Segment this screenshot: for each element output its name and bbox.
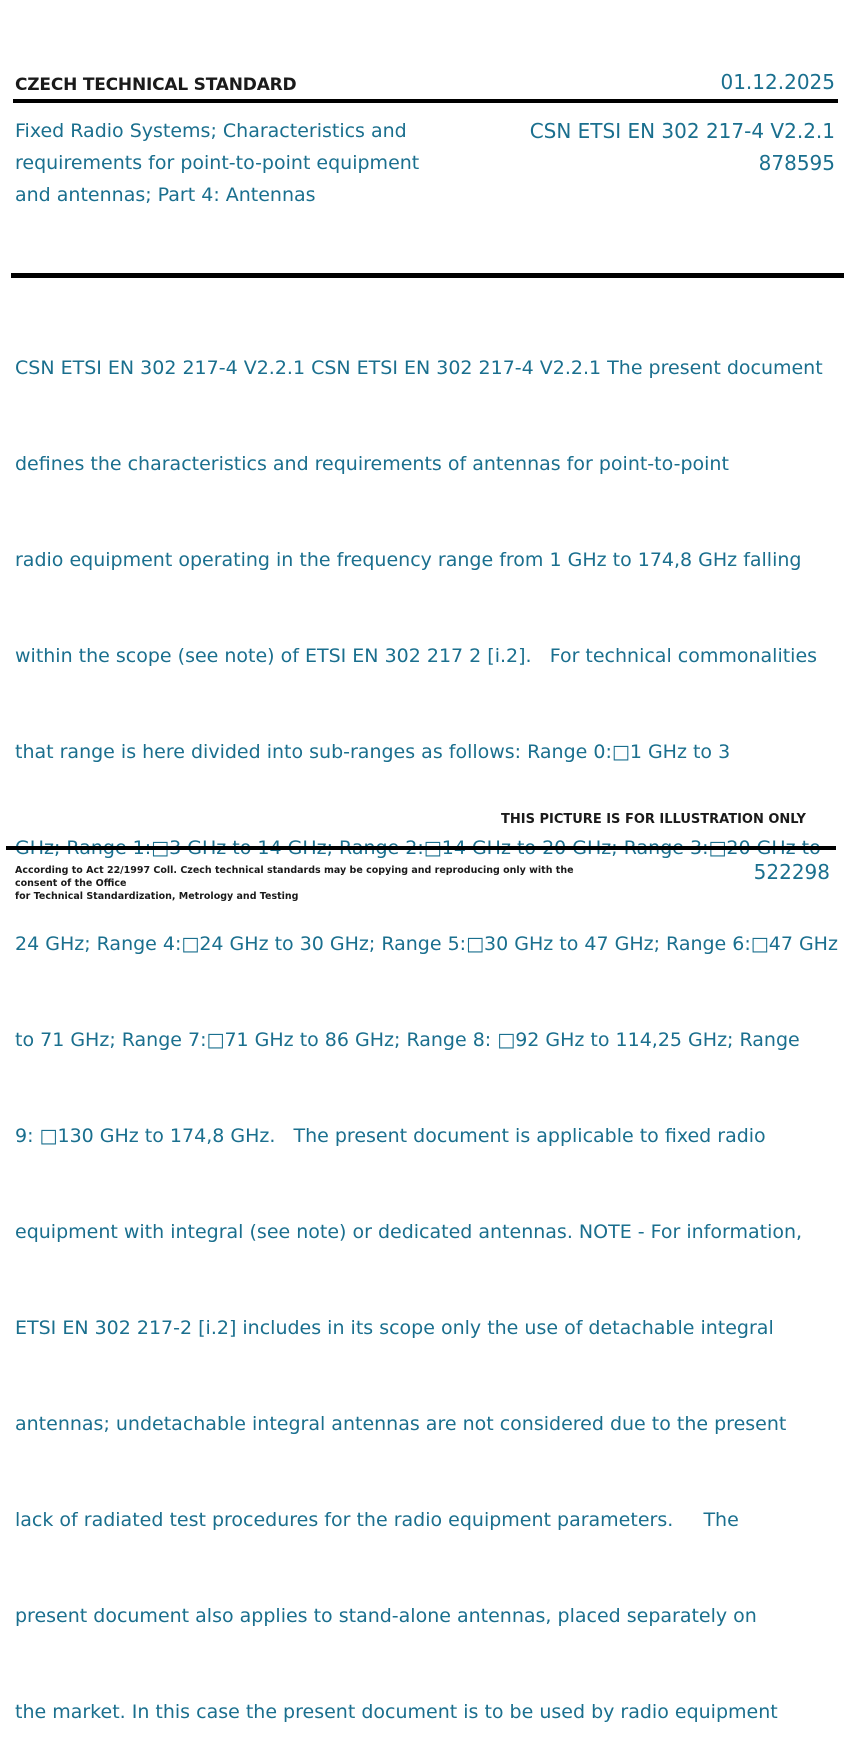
abstract-line: radio equipment operating in the frequency range from 1 GHz to 174,8 GHz falling <box>15 549 802 571</box>
abstract-line: CSN ETSI EN 302 217-4 V2.2.1 CSN ETSI EN 302 217-4 V2.2.1 The present document <box>15 357 823 379</box>
abstract-line: lack of radiated test procedures for the radio equipment parameters. The <box>15 1509 739 1531</box>
document-title-line: and antennas; Part 4: Antennas <box>15 184 316 206</box>
copyright-note-line: According to Act 22/1997 Coll. Czech technical standards may be copying and reproducing only with the consent of the Office <box>15 865 574 889</box>
copyright-note <box>15 864 585 903</box>
illustration-notice: THIS PICTURE IS FOR ILLUSTRATION ONLY <box>501 812 806 827</box>
title-rule <box>11 273 844 278</box>
standard-code: CSN ETSI EN 302 217-4 V2.2.1 <box>529 119 835 143</box>
document-title <box>15 115 435 211</box>
header-rule <box>13 99 838 103</box>
abstract-line: within the scope (see note) of ETSI EN 302 217 2 [i.2]. For technical commonalities <box>15 645 818 667</box>
footer-rule <box>6 846 836 850</box>
document-code-block <box>530 115 835 179</box>
document-title-line: requirements for point-to-point equipment <box>15 152 420 174</box>
abstract-line: defines the characteristics and requirements of antennas for point-to-point <box>15 453 729 475</box>
catalog-number: 878595 <box>758 151 835 175</box>
abstract-line: antennas; undetachable integral antennas are not considered due to the present <box>15 1413 787 1435</box>
abstract-line: ETSI EN 302 217-2 [i.2] includes in its scope only the use of detachable integral <box>15 1317 774 1339</box>
copyright-note-line: for Technical Standardization, Metrology and Testing <box>15 891 299 902</box>
abstract-line: to 71 GHz; Range 7:□71 GHz to 86 GHz; Range 8: □92 GHz to 114,25 GHz; Range <box>15 1029 800 1051</box>
abstract-line: 9: □130 GHz to 174,8 GHz. The present document is applicable to fixed radio <box>15 1125 766 1147</box>
abstract-line: the market. In this case the present document is to be used by radio equipment <box>15 1701 778 1723</box>
abstract-line: present document also applies to stand-alone antennas, placed separately on <box>15 1605 757 1627</box>
document-abstract <box>15 288 865 1760</box>
document-title-line: Fixed Radio Systems; Characteristics and <box>15 120 407 142</box>
header-title: CZECH TECHNICAL STANDARD <box>15 75 297 95</box>
abstract-line: that range is here divided into sub-ranges as follows: Range 0:□1 GHz to 3 <box>15 741 731 763</box>
abstract-line: equipment with integral (see note) or dedicated antennas. NOTE - For information, <box>15 1221 803 1243</box>
abstract-line: 24 GHz; Range 4:□24 GHz to 30 GHz; Range 5:□30 GHz to 47 GHz; Range 6:□47 GHz <box>15 933 838 955</box>
footer-number: 522298 <box>753 860 830 884</box>
publication-date: 01.12.2025 <box>720 70 835 94</box>
